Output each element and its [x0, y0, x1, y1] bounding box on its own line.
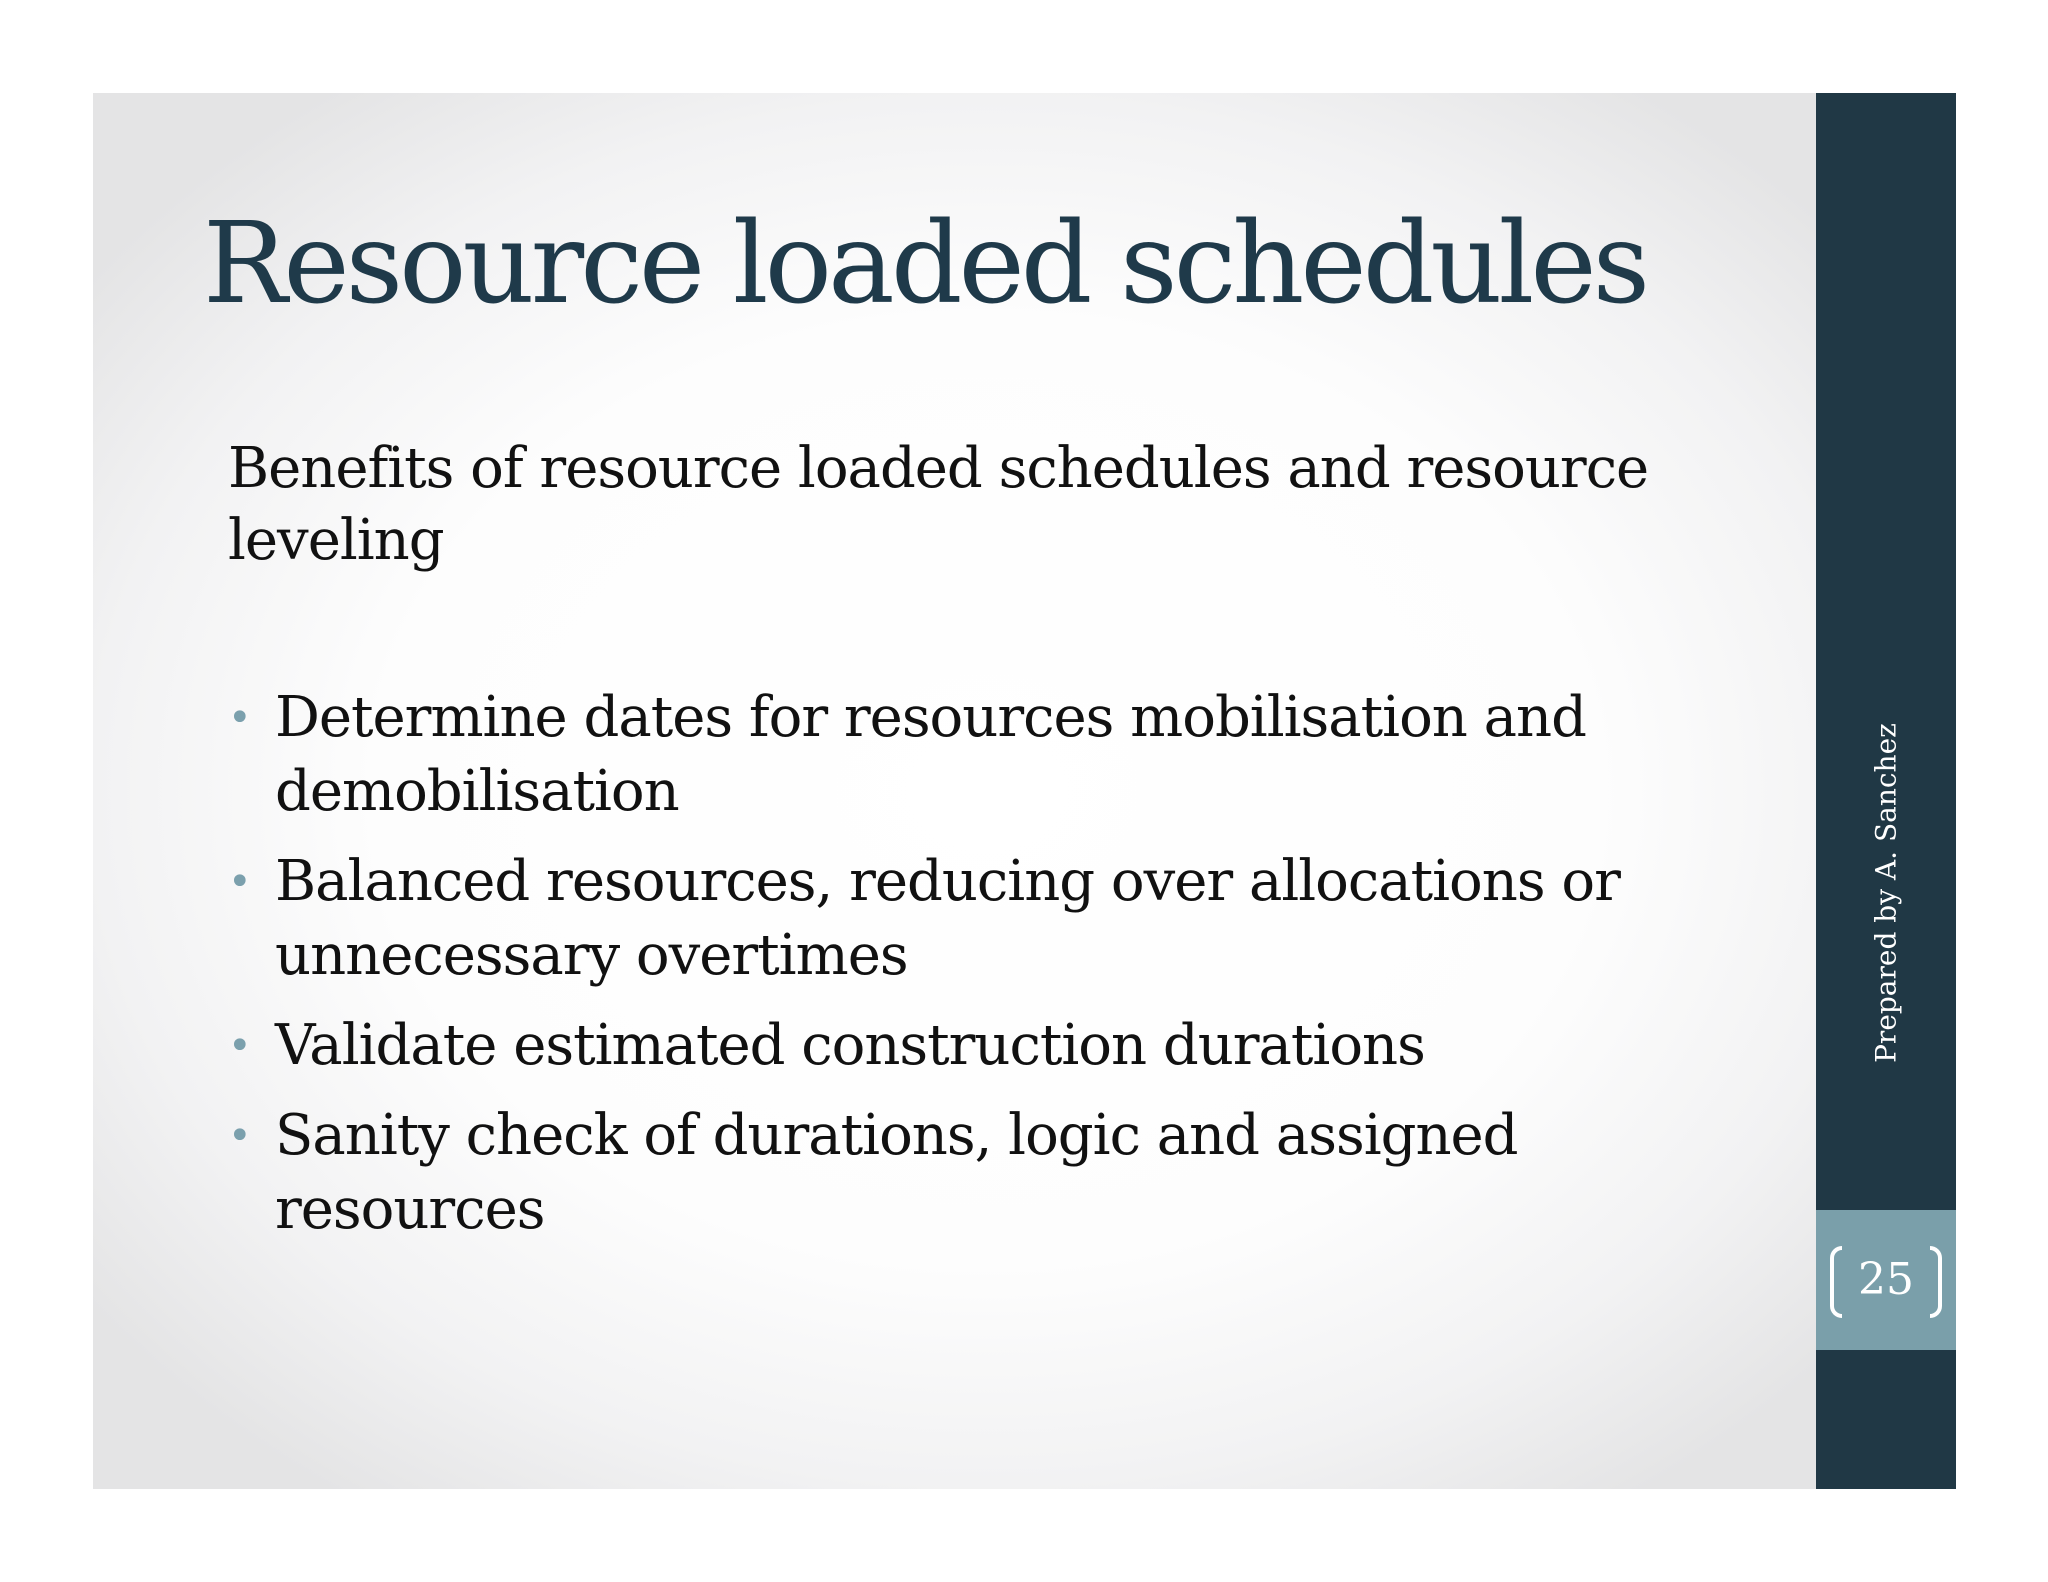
bullet-item: [228, 681, 1708, 829]
bullet-text: Validate estimated construction durations: [275, 1013, 1425, 1078]
slide-title: Resource loaded schedules: [203, 199, 1647, 329]
bullet-icon: •: [228, 859, 251, 905]
bullet-icon: •: [228, 1113, 251, 1159]
page-number: 25: [1858, 1254, 1914, 1305]
sidebar: [1816, 93, 1956, 1489]
bullet-text: Balanced resources, reducing over allocations or unnecessary overtimes: [275, 849, 1620, 988]
bullet-item: [228, 1009, 1708, 1083]
page-number-box: [1816, 1210, 1956, 1350]
author-credit: Prepared by A. Sanchez: [1869, 723, 1903, 1063]
bullet-icon: •: [228, 695, 251, 741]
intro-text: Benefits of resource loaded schedules and resource leveling: [228, 436, 1649, 573]
slide: [93, 93, 1956, 1489]
bullet-icon: •: [228, 1023, 251, 1069]
bullet-item: [228, 845, 1708, 993]
bullet-item: [228, 1099, 1708, 1247]
bullet-text: Sanity check of durations, logic and assigned resources: [275, 1103, 1518, 1242]
bullet-text: Determine dates for resources mobilisation and demobilisation: [275, 685, 1586, 824]
bullet-list: [228, 681, 1708, 1263]
